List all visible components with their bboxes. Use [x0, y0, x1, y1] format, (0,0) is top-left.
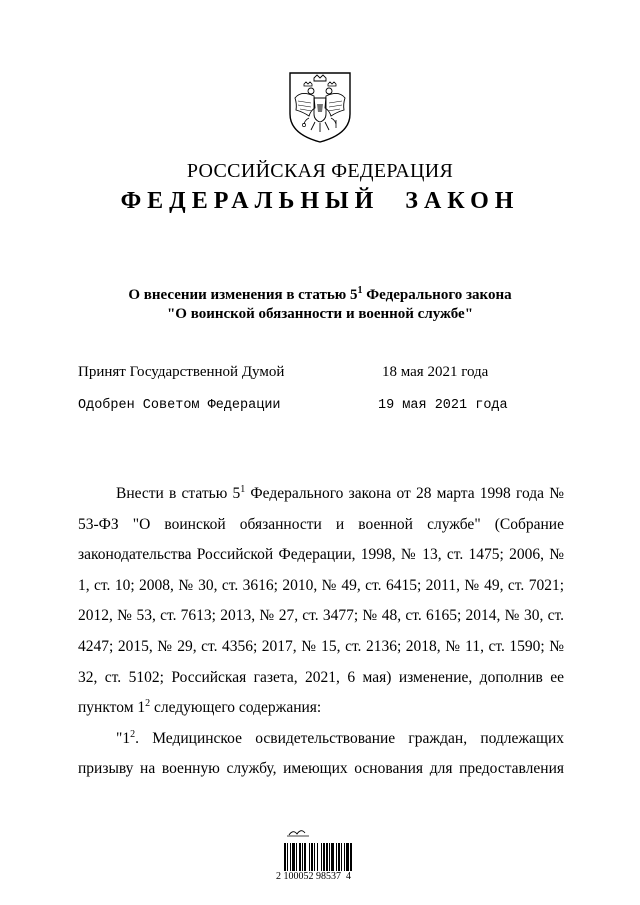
law-title-superscript: 1 — [357, 285, 363, 296]
barcode-bar — [329, 843, 330, 871]
body-p1-end: следующего содержания: — [150, 699, 322, 717]
body-p1-superscript-1: 1 — [240, 484, 246, 495]
barcode-bar — [296, 843, 297, 871]
coat-of-arms-emblem — [287, 70, 353, 144]
law-title-line-1-text: О внесении изменения в статью 5 — [128, 287, 358, 303]
country-name: РОССИЙСКАЯ ФЕДЕРАЦИЯ — [186, 160, 454, 182]
barcode-bar — [304, 843, 306, 871]
barcode-number: 2 100052 98537 4 — [276, 871, 351, 882]
barcode-bar — [317, 843, 318, 871]
duma-adoption-date: 18 мая 2021 года — [382, 364, 489, 380]
council-approval-label: Одобрен Советом Федерации — [78, 398, 281, 413]
law-title — [0, 286, 640, 324]
law-title-line-2: "О воинской обязанности и военной службе" — [166, 306, 474, 322]
barcode-bar — [326, 843, 328, 871]
barcode-bar — [331, 843, 334, 871]
body-p1-superscript-2: 2 — [145, 698, 151, 710]
barcode-bar — [290, 843, 291, 871]
barcode-bar — [323, 843, 325, 871]
body-paragraph-2 — [78, 724, 564, 785]
law-body — [78, 479, 564, 785]
duma-adoption-label: Принят Государственной Думой — [78, 364, 285, 380]
printer-stamp-mark — [283, 825, 363, 839]
barcode-bar — [292, 843, 295, 871]
barcode-bar — [346, 843, 349, 871]
barcode-bar — [314, 843, 315, 871]
council-approval-row — [78, 398, 578, 413]
body-p1-middle: Федерального закона от 28 марта 1998 года № 53-ФЗ "О воинской обязанности и военной службе" (Собрание законодательства Российской Федерации, 1998, № 13, ст. 1475; 2006, № 1, ст. 10; 2008, № 30, ст. 3616; 2010, № 49, ст. 6415; 2011, № 49, ст. 7021; 2012, № 53, ст. 7613; 2013, № 27, ст. 3477; № 48, ст. 6165; 2014, № 30, ст. 4247; 2015, № 29, ст. 4356; 2017, № 15, ст. 2136; 2018, № 11, ст. 1590; № 32, ст. 5102; Российская газета, 2021, 6 мая) изменение, дополнив ее пунктом 1 — [78, 485, 564, 717]
law-title-line-1 — [0, 286, 640, 305]
barcode-bar — [309, 843, 310, 871]
barcode-bar — [336, 843, 337, 871]
barcode-bar — [302, 843, 303, 871]
body-p1-start: Внести в статью 5 — [116, 485, 241, 502]
body-p2-superscript: 2 — [130, 728, 136, 740]
document-type-heading — [0, 188, 640, 215]
barcode-bar — [287, 843, 288, 871]
barcode-bar — [284, 843, 286, 871]
body-p2-text: . Медицинское освидетельствование граждан, подлежащих призыву на военную службу, имеющих основания для предоставления — [78, 729, 564, 778]
document-type-word-1: ФЕДЕРАЛЬНЫЙ — [120, 188, 380, 214]
barcode-bar — [350, 843, 352, 871]
barcode-bar — [338, 843, 340, 871]
barcode-graphic — [284, 843, 362, 871]
barcode-bar — [344, 843, 345, 871]
document-type-word-2: ЗАКОН — [405, 188, 520, 214]
barcode-bar — [321, 843, 322, 871]
law-title-line-1-end: Федерального закона — [362, 287, 512, 303]
body-paragraph-1 — [78, 479, 564, 724]
barcode-bar — [299, 843, 301, 871]
duma-adoption-row — [78, 364, 578, 381]
barcode-bar — [341, 843, 342, 871]
body-p2-start: "1 — [116, 729, 131, 747]
council-approval-date: 19 мая 2021 года — [378, 398, 508, 413]
barcode-bar — [311, 843, 313, 871]
